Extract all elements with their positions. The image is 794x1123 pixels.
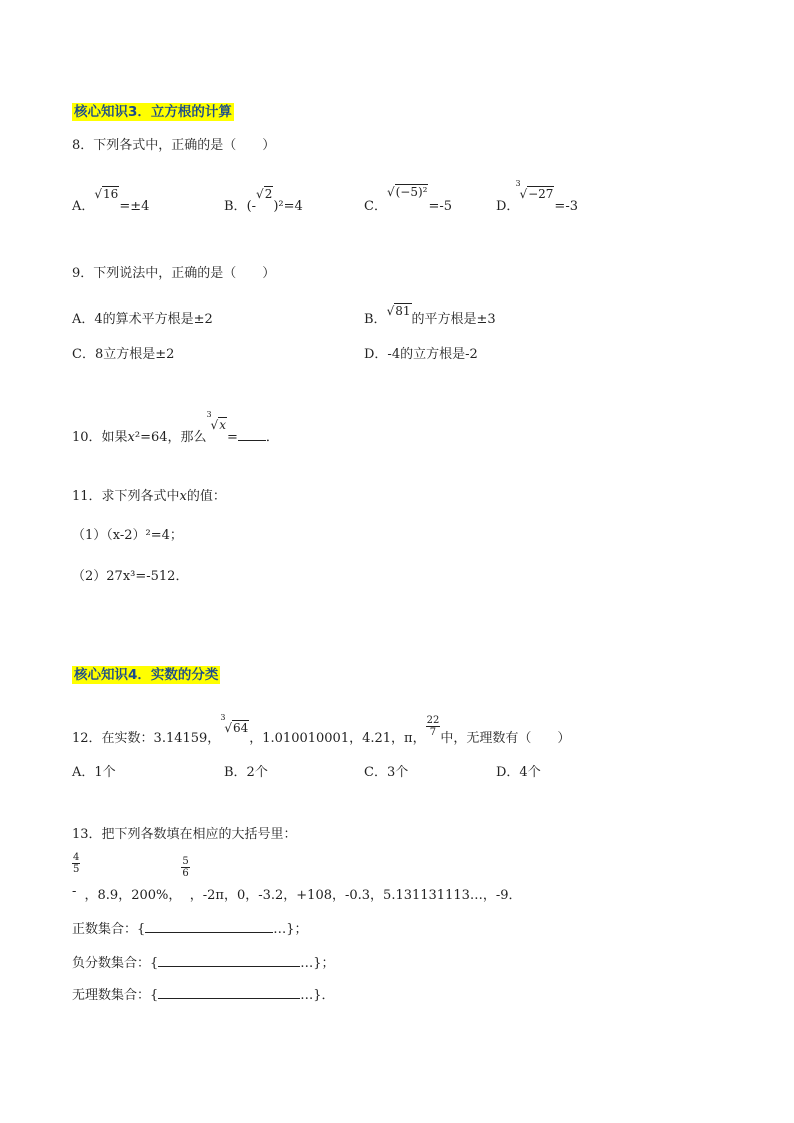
q12-option-d: D．4个 xyxy=(496,765,541,780)
option-label: A． xyxy=(72,199,95,214)
answer-blank[interactable] xyxy=(145,932,273,933)
q12-option-a: A．1个 xyxy=(72,765,116,780)
question-12-stem: 12．在实数：3.14159， 3 √64，1.010010001，4.21，π， $\frac{22}{7}$ 中，无理数有（ ） xyxy=(72,713,571,746)
q11-part-2: （2）27x³=-512． xyxy=(72,569,189,584)
q12-option-c: C．3个 xyxy=(364,765,409,780)
option-label: B． xyxy=(364,312,387,327)
q8-option-a xyxy=(72,187,150,214)
negative-fraction: $\frac{4}{5}$ - xyxy=(72,852,80,899)
option-text: )²=4 xyxy=(273,199,303,214)
sqrt-expression: √81 xyxy=(386,304,411,318)
question-13-stem: 13．把下列各数填在相应的大括号里： xyxy=(72,827,297,842)
answer-blank[interactable] xyxy=(238,440,266,441)
cube-root-expression: 3 √64 xyxy=(220,713,249,735)
sqrt-expression: √2 xyxy=(256,187,273,201)
cube-root-expression: 3 √−27 xyxy=(515,179,554,201)
q11-part-1: （1）（x-2）²=4； xyxy=(72,528,183,543)
sqrt-expression: √(−5)² xyxy=(386,185,428,199)
option-text: =-5 xyxy=(428,199,453,214)
q9-option-b xyxy=(364,304,496,327)
question-8-stem: 8．下列各式中，正确的是（ ） xyxy=(72,138,276,153)
answer-blank[interactable] xyxy=(158,998,300,999)
answer-blank[interactable] xyxy=(158,966,300,967)
option-label: C． xyxy=(364,199,387,214)
q9-option-c: C．8立方根是±2 xyxy=(72,347,175,362)
question-10: 10．如果x²=64，那么 3 √x= ． xyxy=(72,410,279,445)
set-negative-fraction: 负分数集合：{ …}； xyxy=(72,956,335,971)
q13-number-list: $\frac{4}{5}$ - ，8.9，200%， $\frac{5}{6}$ ，-2π，0，-3.2，+108，-0.3，5.131131113…，-9． xyxy=(72,852,522,903)
option-text: =-3 xyxy=(554,199,578,214)
option-label: B． xyxy=(224,199,247,214)
section-heading-4 xyxy=(72,663,220,683)
q9-option-d: D．-4的立方根是-2 xyxy=(364,347,478,362)
fraction-22-7: $\frac{22}{7}$ xyxy=(426,715,440,738)
q8-option-b: B．(-√2)²=4 xyxy=(224,187,303,214)
section-title: 核心知识4．实数的分类 xyxy=(74,667,219,683)
cube-root-expression: 3 √x xyxy=(206,410,226,432)
set-irrational: 无理数集合：{ …}． xyxy=(72,988,335,1003)
q9-option-a: A．4的算术平方根是±2 xyxy=(72,312,213,327)
sqrt-expression: √16 xyxy=(94,187,119,201)
question-9-stem: 9．下列说法中，正确的是（ ） xyxy=(72,266,276,281)
section-title: 核心知识3．立方根的计算 xyxy=(74,104,232,120)
q8-option-d xyxy=(496,179,578,214)
set-positive: 正数集合：{ …}； xyxy=(72,922,308,937)
q8-option-c xyxy=(364,185,453,214)
section-heading-3 xyxy=(72,100,234,120)
option-text: 的平方根是±3 xyxy=(411,312,496,327)
option-text: =±4 xyxy=(119,199,150,214)
option-label: D． xyxy=(496,199,520,214)
q12-option-b: B．2个 xyxy=(224,765,268,780)
question-11-stem: 11．求下列各式中x的值： xyxy=(72,489,226,504)
fraction-5-6: $\frac{5}{6}$ xyxy=(182,856,189,879)
